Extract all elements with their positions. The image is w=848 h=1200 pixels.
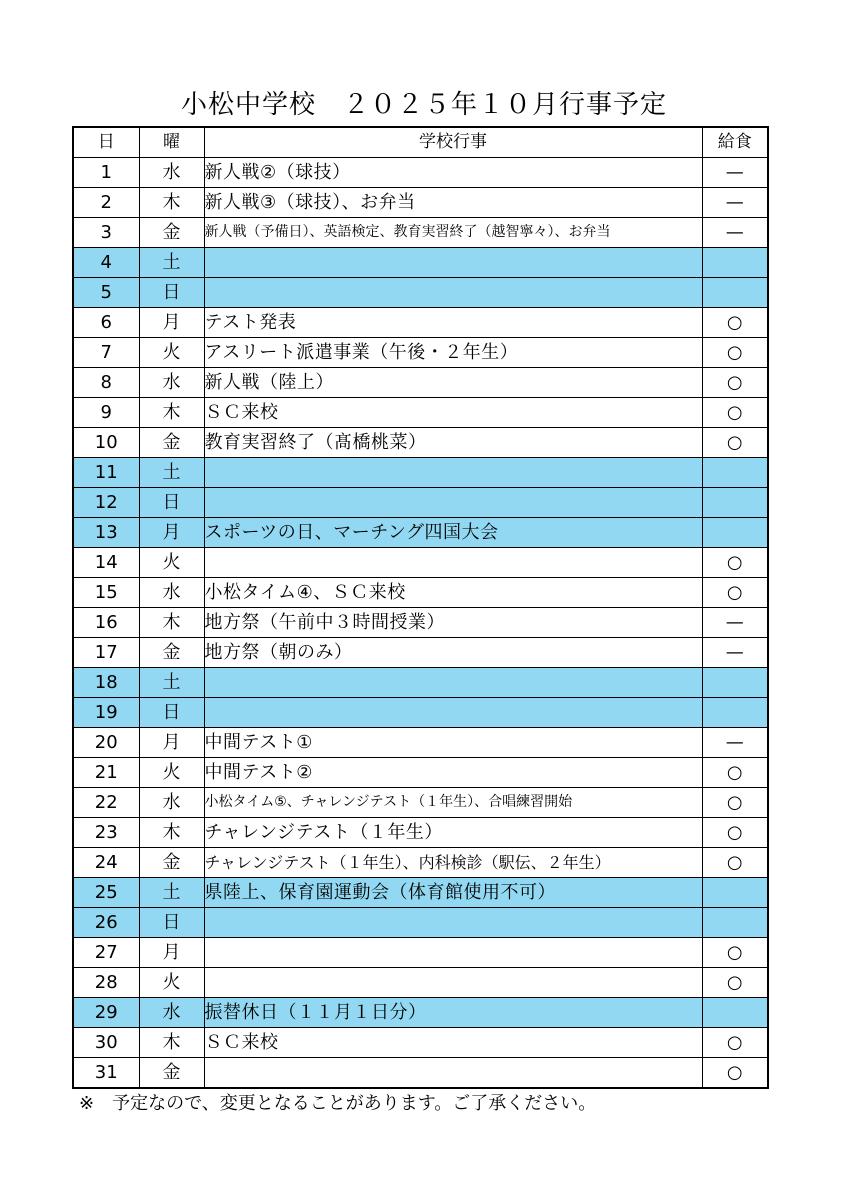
- event-cell: [204, 458, 702, 488]
- lunch-cell: ○: [702, 1028, 768, 1058]
- event-cell: 県陸上、保育園運動会（体育館使用不可）: [204, 878, 702, 908]
- day-cell: 5: [73, 278, 139, 308]
- table-row: [73, 848, 768, 878]
- event-cell: チャレンジテスト（１年生）: [204, 818, 702, 848]
- table-row-holiday: [73, 518, 768, 548]
- table-row: [73, 158, 768, 188]
- event-cell: [204, 1058, 702, 1089]
- lunch-cell: ○: [702, 308, 768, 338]
- event-cell: [204, 488, 702, 518]
- table-row: [73, 338, 768, 368]
- day-cell: 21: [73, 758, 139, 788]
- table-row: [73, 368, 768, 398]
- lunch-cell: ○: [702, 938, 768, 968]
- table-row: [73, 1028, 768, 1058]
- lunch-cell: ○: [702, 368, 768, 398]
- day-cell: 12: [73, 488, 139, 518]
- weekday-cell: 木: [139, 818, 204, 848]
- weekday-cell: 金: [139, 428, 204, 458]
- lunch-cell: [702, 488, 768, 518]
- day-cell: 14: [73, 548, 139, 578]
- day-cell: 2: [73, 188, 139, 218]
- event-cell: 教育実習終了（髙橋桃菜）: [204, 428, 702, 458]
- lunch-cell: —: [702, 728, 768, 758]
- lunch-cell: ○: [702, 848, 768, 878]
- lunch-cell: [702, 458, 768, 488]
- header-events: 学校行事: [204, 127, 702, 158]
- lunch-cell: —: [702, 608, 768, 638]
- weekday-cell: 日: [139, 278, 204, 308]
- day-cell: 18: [73, 668, 139, 698]
- lunch-cell: [702, 908, 768, 938]
- footnote: ※ 予定なので、変更となることがあります。ご了承ください。: [79, 1093, 597, 1114]
- day-cell: 15: [73, 578, 139, 608]
- header-lunch: 給食: [702, 127, 768, 158]
- weekday-cell: 土: [139, 458, 204, 488]
- table-row: [73, 818, 768, 848]
- table-row: [73, 608, 768, 638]
- weekday-cell: 土: [139, 878, 204, 908]
- lunch-cell: [702, 698, 768, 728]
- lunch-cell: [702, 248, 768, 278]
- day-cell: 31: [73, 1058, 139, 1089]
- event-cell: ＳＣ来校: [204, 398, 702, 428]
- day-cell: 10: [73, 428, 139, 458]
- event-cell: アスリート派遣事業（午後・２年生）: [204, 338, 702, 368]
- page-title: 小松中学校 ２０２５年１０月行事予定: [180, 90, 667, 120]
- day-cell: 6: [73, 308, 139, 338]
- lunch-cell: [702, 668, 768, 698]
- day-cell: 4: [73, 248, 139, 278]
- table-row-holiday: [73, 698, 768, 728]
- event-cell: 中間テスト①: [204, 728, 702, 758]
- weekday-cell: 土: [139, 668, 204, 698]
- lunch-cell: ○: [702, 968, 768, 998]
- day-cell: 9: [73, 398, 139, 428]
- event-cell: チャレンジテスト（１年生）、内科検診（駅伝、２年生）: [204, 848, 702, 878]
- day-cell: 26: [73, 908, 139, 938]
- lunch-cell: ○: [702, 788, 768, 818]
- event-cell: 新人戦②（球技）: [204, 158, 702, 188]
- event-cell: [204, 668, 702, 698]
- weekday-cell: 金: [139, 1058, 204, 1089]
- day-cell: 1: [73, 158, 139, 188]
- event-cell: [204, 698, 702, 728]
- lunch-cell: [702, 878, 768, 908]
- table-row: [73, 308, 768, 338]
- event-cell: ＳＣ来校: [204, 1028, 702, 1058]
- lunch-cell: ○: [702, 548, 768, 578]
- table-row: [73, 968, 768, 998]
- event-cell: 新人戦（陸上）: [204, 368, 702, 398]
- weekday-cell: 火: [139, 968, 204, 998]
- lunch-cell: —: [702, 218, 768, 248]
- table-row: [73, 638, 768, 668]
- event-cell: スポーツの日、マーチング四国大会: [204, 518, 702, 548]
- event-cell: [204, 968, 702, 998]
- lunch-cell: ○: [702, 1058, 768, 1089]
- event-cell: 地方祭（午前中３時間授業）: [204, 608, 702, 638]
- weekday-cell: 水: [139, 578, 204, 608]
- event-cell: [204, 248, 702, 278]
- table-row: [73, 758, 768, 788]
- table-row-holiday: [73, 998, 768, 1028]
- day-cell: 8: [73, 368, 139, 398]
- day-cell: 17: [73, 638, 139, 668]
- table-row: [73, 188, 768, 218]
- table-row: [73, 218, 768, 248]
- weekday-cell: 月: [139, 728, 204, 758]
- weekday-cell: 月: [139, 938, 204, 968]
- lunch-cell: ○: [702, 398, 768, 428]
- event-cell: 小松タイム⑤、チャレンジテスト（１年生）、合唱練習開始: [204, 788, 702, 818]
- weekday-cell: 月: [139, 518, 204, 548]
- day-cell: 13: [73, 518, 139, 548]
- day-cell: 19: [73, 698, 139, 728]
- lunch-cell: ○: [702, 428, 768, 458]
- day-cell: 27: [73, 938, 139, 968]
- weekday-cell: 日: [139, 908, 204, 938]
- weekday-cell: 木: [139, 398, 204, 428]
- event-cell: [204, 908, 702, 938]
- day-cell: 22: [73, 788, 139, 818]
- weekday-cell: 木: [139, 188, 204, 218]
- event-cell: [204, 548, 702, 578]
- schedule-body: [73, 158, 768, 1089]
- event-cell: 新人戦③（球技）、お弁当: [204, 188, 702, 218]
- event-cell: [204, 278, 702, 308]
- day-cell: 16: [73, 608, 139, 638]
- table-row: [73, 548, 768, 578]
- day-cell: 24: [73, 848, 139, 878]
- weekday-cell: 水: [139, 998, 204, 1028]
- event-cell: 小松タイム④、ＳＣ来校: [204, 578, 702, 608]
- weekday-cell: 金: [139, 848, 204, 878]
- lunch-cell: ○: [702, 338, 768, 368]
- table-row: [73, 938, 768, 968]
- lunch-cell: [702, 998, 768, 1028]
- weekday-cell: 水: [139, 368, 204, 398]
- table-row-holiday: [73, 248, 768, 278]
- day-cell: 20: [73, 728, 139, 758]
- table-row-holiday: [73, 458, 768, 488]
- weekday-cell: 水: [139, 158, 204, 188]
- lunch-cell: [702, 278, 768, 308]
- table-row-holiday: [73, 668, 768, 698]
- weekday-cell: 木: [139, 1028, 204, 1058]
- weekday-cell: 日: [139, 698, 204, 728]
- table-row-holiday: [73, 278, 768, 308]
- table-row-holiday: [73, 878, 768, 908]
- day-cell: 29: [73, 998, 139, 1028]
- weekday-cell: 火: [139, 338, 204, 368]
- day-cell: 3: [73, 218, 139, 248]
- weekday-cell: 火: [139, 548, 204, 578]
- table-row: [73, 398, 768, 428]
- weekday-cell: 水: [139, 788, 204, 818]
- day-cell: 28: [73, 968, 139, 998]
- day-cell: 25: [73, 878, 139, 908]
- day-cell: 7: [73, 338, 139, 368]
- header-weekday: 曜: [139, 127, 204, 158]
- event-cell: 新人戦（予備日）、英語検定、教育実習終了（越智寧々）、お弁当: [204, 218, 702, 248]
- table-row: [73, 1058, 768, 1089]
- table-row: [73, 578, 768, 608]
- lunch-cell: [702, 518, 768, 548]
- event-cell: 地方祭（朝のみ）: [204, 638, 702, 668]
- table-row: [73, 788, 768, 818]
- header-row: [73, 127, 768, 158]
- day-cell: 30: [73, 1028, 139, 1058]
- table-row-holiday: [73, 908, 768, 938]
- lunch-cell: —: [702, 158, 768, 188]
- lunch-cell: ○: [702, 818, 768, 848]
- day-cell: 23: [73, 818, 139, 848]
- lunch-cell: —: [702, 188, 768, 218]
- event-cell: テスト発表: [204, 308, 702, 338]
- lunch-cell: ○: [702, 758, 768, 788]
- weekday-cell: 木: [139, 608, 204, 638]
- weekday-cell: 月: [139, 308, 204, 338]
- weekday-cell: 金: [139, 218, 204, 248]
- header-day: 日: [73, 127, 139, 158]
- schedule-table: [72, 126, 769, 1089]
- event-cell: [204, 938, 702, 968]
- event-cell: 振替休日（１１月１日分）: [204, 998, 702, 1028]
- weekday-cell: 火: [139, 758, 204, 788]
- weekday-cell: 日: [139, 488, 204, 518]
- lunch-cell: ○: [702, 578, 768, 608]
- weekday-cell: 金: [139, 638, 204, 668]
- day-cell: 11: [73, 458, 139, 488]
- table-row-holiday: [73, 488, 768, 518]
- lunch-cell: —: [702, 638, 768, 668]
- table-row: [73, 728, 768, 758]
- table-row: [73, 428, 768, 458]
- event-cell: 中間テスト②: [204, 758, 702, 788]
- weekday-cell: 土: [139, 248, 204, 278]
